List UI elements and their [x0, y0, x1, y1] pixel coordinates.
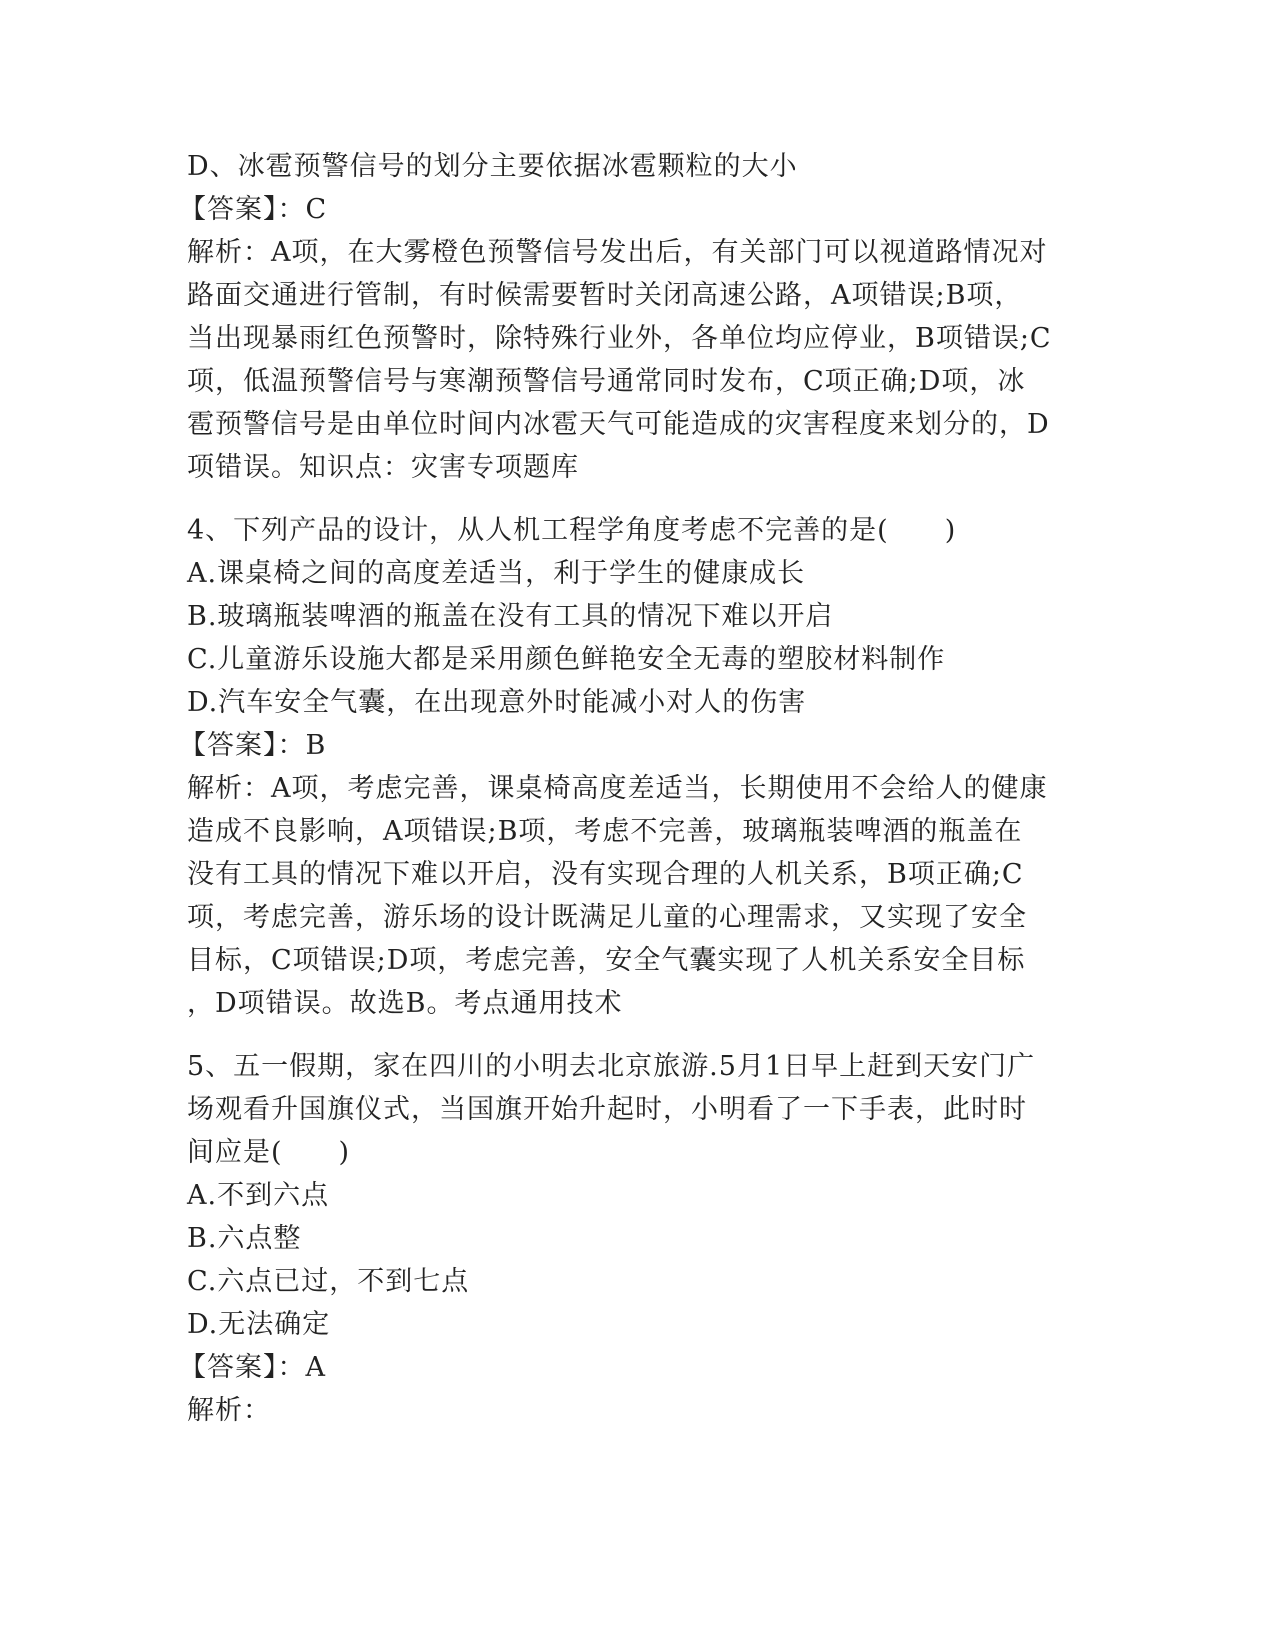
q4-analysis-line: 项，考虑完善，游乐场的设计既满足儿童的心理需求，又实现了安全: [187, 902, 1027, 933]
q4-option-d: D.汽车安全气囊，在出现意外时能减小对人的伤害: [187, 687, 807, 718]
q4-option-a: A.课桌椅之间的高度差适当，利于学生的健康成长: [187, 558, 806, 589]
q3-analysis-line: 项，低温预警信号与寒潮预警信号通常同时发布，C项正确;D项，冰: [187, 366, 1026, 397]
question-3: [179, 145, 1087, 489]
q4-analysis: [187, 767, 1087, 1025]
q4-question: 4、下列产品的设计，从人机工程学角度考虑不完善的是( ): [187, 515, 957, 546]
q3-analysis-line: 雹预警信号是由单位时间内冰雹天气可能造成的灾害程度来划分的，D: [187, 409, 1050, 440]
question-5: [179, 1045, 1087, 1432]
q3-analysis-line: 项错误。知识点：灾害专项题库: [187, 452, 579, 483]
q4-answer: 【答案】：B: [179, 730, 327, 761]
q5-option-a: A.不到六点: [187, 1180, 330, 1211]
q5-question-line: 间应是( ): [187, 1137, 351, 1168]
q4-analysis-line: 目标，C项错误;D项，考虑完善，安全气囊实现了人机关系安全目标: [187, 945, 1026, 976]
q4-analysis-line: 造成不良影响，A项错误;B项，考虑不完善，玻璃瓶装啤酒的瓶盖在: [187, 816, 1023, 847]
q4-analysis-line: ，D项错误。故选B。考点通用技术: [187, 988, 623, 1019]
q5-question-line: 场观看升国旗仪式，当国旗开始升起时，小明看了一下手表，此时时: [187, 1094, 1027, 1125]
q5-question-line: 5、五一假期，家在四川的小明去北京旅游.5月1日早上赶到天安门广: [187, 1051, 1036, 1082]
q3-analysis-line: 当出现暴雨红色预警时，除特殊行业外，各单位均应停业，B项错误;C: [187, 323, 1052, 354]
q4-option-c: C.儿童游乐设施大都是采用颜色鲜艳安全无毒的塑胶材料制作: [187, 644, 946, 675]
document-content: [179, 145, 1087, 1432]
section-gap: [187, 1025, 1087, 1045]
q5-option-d: D.无法确定: [187, 1309, 331, 1340]
q5-analysis: 解析：: [187, 1395, 271, 1426]
q5-option-b: B.六点整: [187, 1223, 302, 1254]
q4-analysis-line: 解析：A项，考虑完善，课桌椅高度差适当，长期使用不会给人的健康: [187, 773, 1048, 804]
q3-analysis-line: 路面交通进行管制，有时候需要暂时关闭高速公路，A项错误;B项，: [187, 280, 1023, 311]
q4-option-b: B.玻璃瓶装啤酒的瓶盖在没有工具的情况下难以开启: [187, 601, 834, 632]
q3-analysis-line: 解析：A项，在大雾橙色预警信号发出后，有关部门可以视道路情况对: [187, 237, 1048, 268]
q3-option-d: D、冰雹预警信号的划分主要依据冰雹颗粒的大小: [187, 151, 798, 182]
section-gap: [187, 489, 1087, 509]
q5-option-c: C.六点已过，不到七点: [187, 1266, 470, 1297]
q3-answer: 【答案】：C: [179, 194, 328, 225]
q3-analysis: [187, 231, 1087, 489]
q5-answer: 【答案】：A: [179, 1352, 326, 1383]
q4-analysis-line: 没有工具的情况下难以开启，没有实现合理的人机关系，B项正确;C: [187, 859, 1024, 890]
question-4: [179, 509, 1087, 1025]
